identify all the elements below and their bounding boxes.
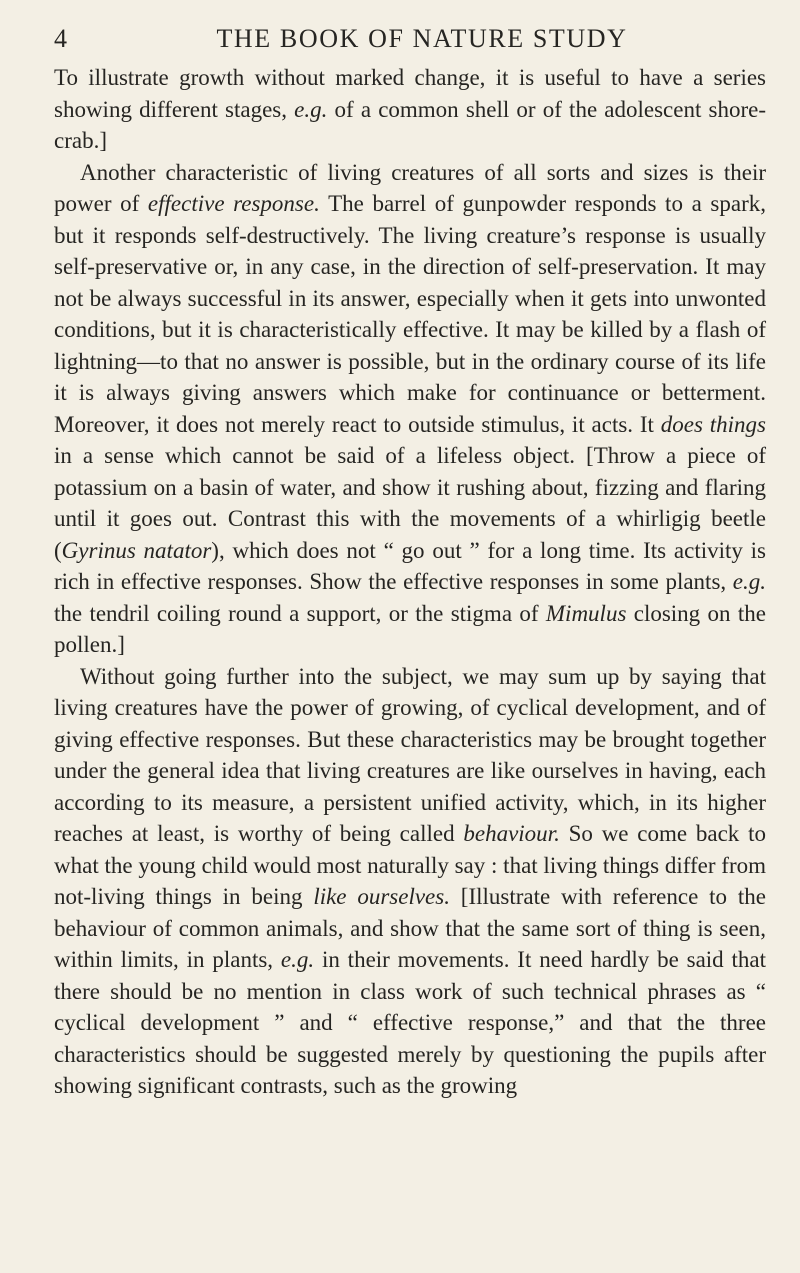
text-run: The barrel of gunpowder responds to a spark, but it responds self-destructively. The living creature’s response is usually self-preservative or, in any case, in the direction of self-preservation. It may not be always successful in its answer, especially when it gets into unwonted conditions, but it is characteristically effective. It may be killed by a flash of lightning—to that no answer is possible, but in the ordinary course of its life it is always giving answers which make for continuance or betterment. Moreover, it does not merely react to outside stimulus, it acts. It: [54, 191, 766, 437]
page-number: 4: [54, 24, 67, 53]
text-run: Without going further into the subject, we may sum up by saying that living creatures have the power of growing, of cyclical development, and of giving effective responses. But these characteristics may be brought together under the general idea that living creatures are like ourselves in having, each according to its measure, a persistent unified activity, which, in its higher reaches at least, is worthy of being called: [54, 663, 766, 846]
text-run: in a sense which cannot be said of a lifeless object. [Throw a piece of potassium on a basin of water, and show it rushing about, fizzing and flaring until it goes out. Contrast this with the movements of a whirligig beetle (: [54, 443, 766, 563]
text-run: in their movements. It need hardly be said that there should be no mention in class work of such technical phrases as “ cyclical development ” and “ effective response,” and that the three characteristics should be suggested merely by questioning the pupils after showing significant contrasts, such as the growing: [54, 947, 766, 1098]
italic-run: e.g.: [280, 947, 315, 972]
text-run: closing on the pollen.]: [54, 600, 766, 657]
body-text: [54, 62, 766, 1102]
italic-run: does things: [660, 411, 766, 437]
text-run: the tendril coiling round a support, or the stigma of: [54, 600, 546, 626]
italic-run: e.g.: [732, 569, 766, 594]
italic-run: like ourselves.: [313, 884, 450, 909]
text-run: ), which does not “ go out ” for a long time. Its activity is rich in effective responses. Show the effective responses in some plants,: [54, 537, 766, 594]
paragraph-3: [54, 661, 766, 1102]
paragraph-1: [54, 62, 766, 157]
italic-run: Gyrinus natator: [61, 537, 212, 563]
italic-run: Mimulus: [545, 600, 627, 626]
paragraph-2: [54, 157, 766, 661]
italic-run: effective response.: [147, 191, 320, 216]
text-run: of a common shell or of the adolescent shore-crab.]: [54, 96, 766, 153]
page-header: [54, 22, 766, 56]
text-run: Another characteristic of living creatures of all sorts and sizes is their power of: [54, 159, 766, 216]
text-run: To illustrate growth without marked change, it is useful to have a series showing different stages,: [54, 65, 766, 122]
text-run: [Illustrate with reference to the behaviour of common animals, and show that the same sort of thing is seen, within limits, in plants,: [54, 884, 766, 972]
italic-run: e.g.: [294, 96, 328, 122]
italic-run: behaviour.: [463, 821, 560, 846]
book-page: [54, 22, 766, 1102]
text-run: So we come back to what the young child would most naturally say : that living things differ from not-living things in being: [54, 821, 766, 909]
running-title: THE BOOK OF NATURE STUDY: [216, 24, 628, 53]
